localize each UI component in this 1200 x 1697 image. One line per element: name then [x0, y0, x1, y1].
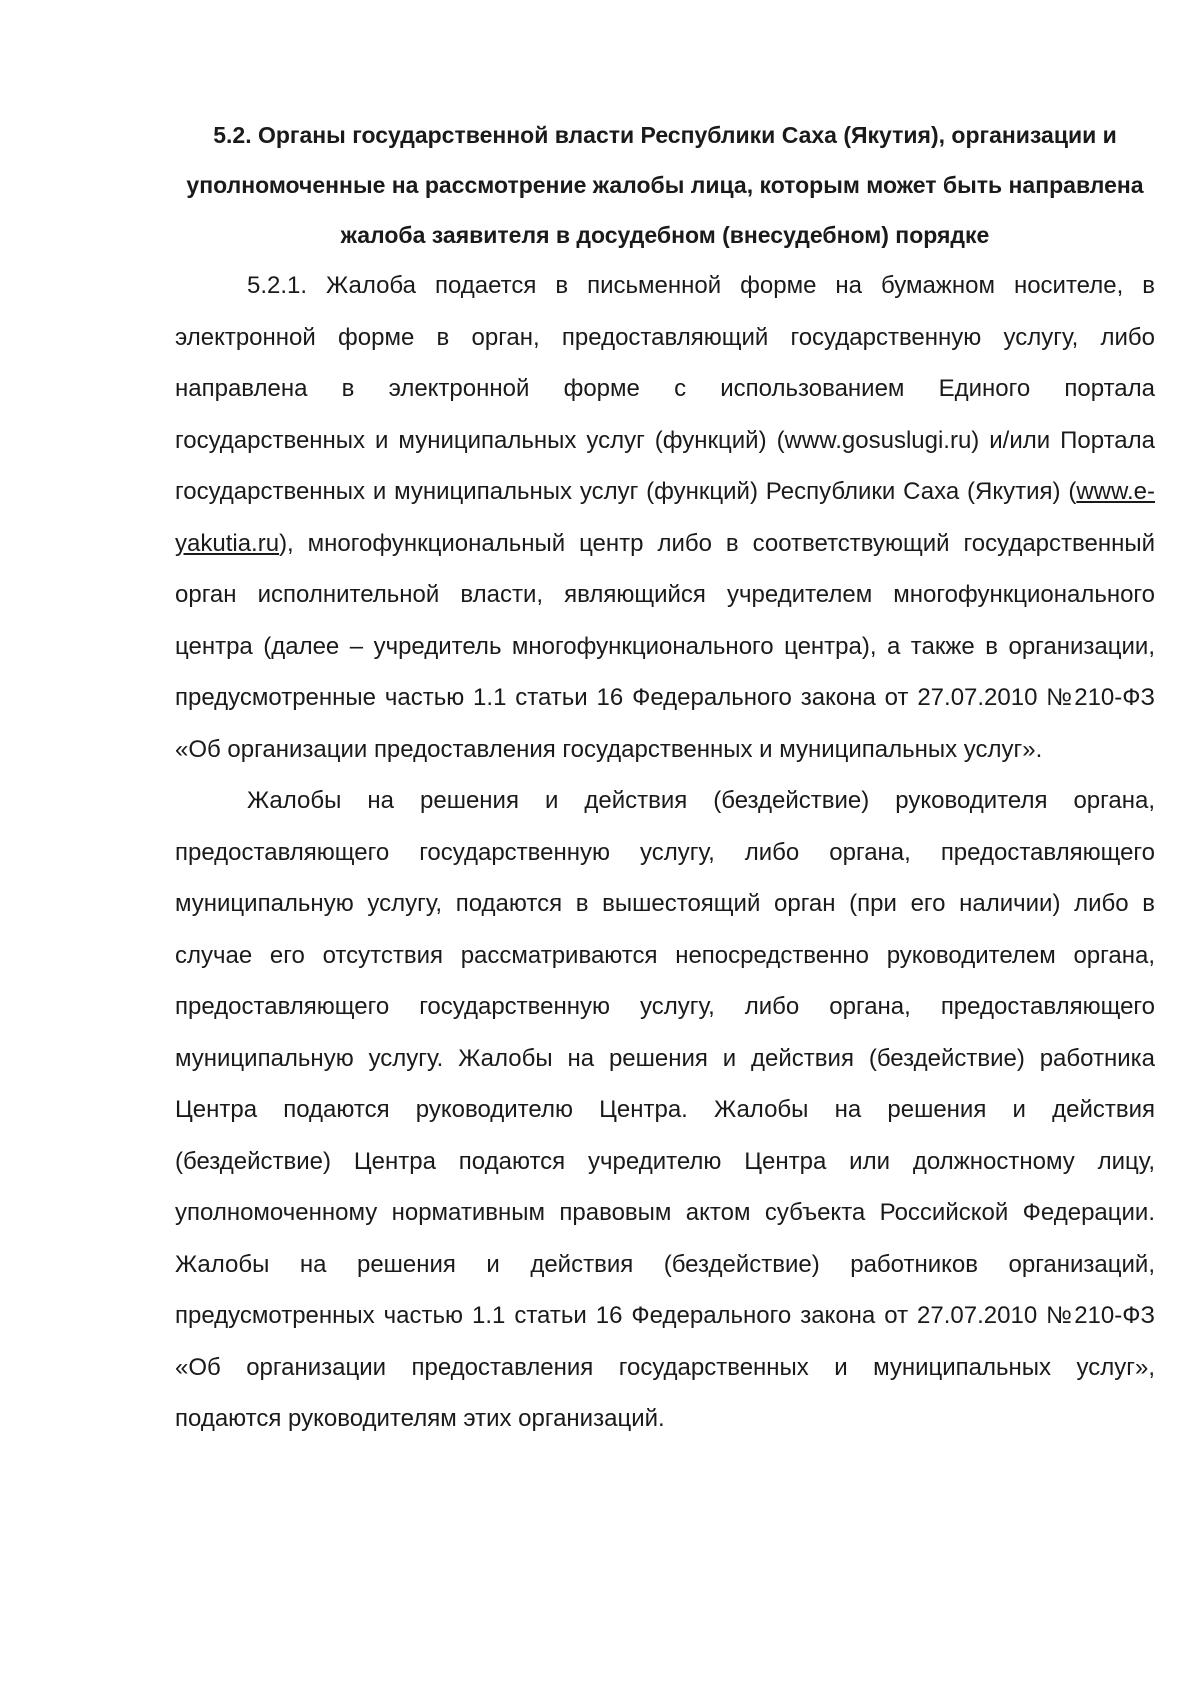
paragraph-5-2-1-text-before-link: 5.2.1. Жалоба подается в письменной форме на бумажном носителе, в электронной форме в орган, предоставляющий государственную услугу, либо направлена в электронной форме с использованием Единого портала государственных и муниципальных услуг (функций) (www.gosuslugi.ru) и/или Портала государственных и муниципальных услуг (функций) Республики Саха (Якутия) ( [175, 272, 1155, 505]
e-yakutia-link[interactable]: www.e-yakutia.ru [175, 478, 1155, 557]
paragraph-5-2-1 [175, 260, 1155, 775]
document-page [175, 110, 1155, 1445]
paragraph-complaints: Жалобы на решения и действия (бездействие) руководителя органа, предоставляющего государственную услугу, либо органа, предоставляющего муниципальную услугу, подаются в вышестоящий орган (при его наличии) либо в случае его отсутствия рассматриваются непосредственно руководителем органа, предоставляющего государственную услугу, либо органа, предоставляющего муниципальную услугу. Жалобы на решения и действия (бездействие) работника Центра подаются руководителю Центра. Жалобы на решения и действия (бездействие) Центра подаются учредителю Центра или должностному лицу, уполномоченному нормативным правовым актом субъекта Российской Федерации. Жалобы на решения и действия (бездействие) работников организаций, предусмотренных частью 1.1 статьи 16 Федерального закона от 27.07.2010 №210-ФЗ «Об организации предоставления государственных и муниципальных услуг», подаются руководителям этих организаций. [175, 787, 1155, 1432]
section-heading: 5.2. Органы государственной власти Республики Саха (Якутия), организации и уполномоченные на рассмотрение жалобы лица, которым может быть направлена жалоба заявителя в досудебном (внесудебном) порядке [186, 122, 1144, 248]
paragraph-5-2-1-text-after-link: ), многофункциональный центр либо в соответствующий государственный орган исполнительной власти, являющийся учредителем многофункционального центра (далее – учредитель многофункционального центра), а также в организации, предусмотренные частью 1.1 статьи 16 Федерального закона от 27.07.2010 №210-ФЗ «Об организации предоставления государственных и муниципальных услуг». [175, 529, 1155, 763]
